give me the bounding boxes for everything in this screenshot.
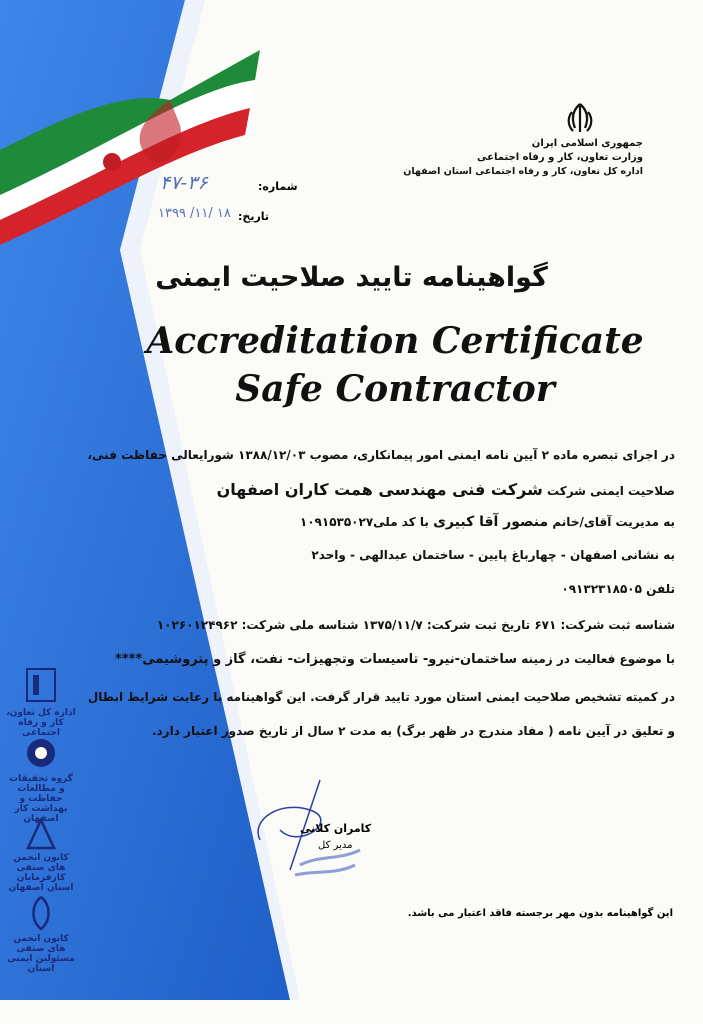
- logo-ministry-text: اداره کل تعاون، کار و رفاه اجتماعی: [6, 708, 76, 738]
- gear-logo-icon: [21, 735, 61, 771]
- activity-line: [115, 652, 675, 667]
- title-persian: گواهینامه تایید صلاحیت ایمنی: [155, 262, 548, 293]
- logo-ministry: [6, 665, 76, 738]
- signatory-title: مدیر کل: [318, 840, 353, 851]
- ministry-logo-icon: [21, 665, 61, 705]
- logo-safety-officers: [6, 895, 76, 974]
- number-label: شماره:: [258, 180, 298, 193]
- logo-research-text: گروه تحقیقات و مطالعات حفاظت و بهداشت کار اصفهان: [9, 774, 73, 824]
- title-english-line2: Safe Contractor: [235, 368, 555, 410]
- header-country: جمهوری اسلامی ایران: [531, 138, 643, 149]
- employers-logo-icon: [26, 818, 56, 850]
- logo-research-group: [6, 735, 76, 824]
- logo-employers-text: کانون انجمن های صنفی کارفرمایان استان اصفهان: [8, 853, 74, 893]
- iran-emblem-icon: [563, 102, 597, 136]
- logo-safety-text: کانون انجمن های صنفی مسئولین ایمنی استان: [7, 934, 75, 974]
- body-line-3: [300, 514, 675, 530]
- validity-line: و تعلیق در آیین نامه ( مفاد مندرج در ظهر برگ) به مدت ۲ سال از تاریخ صدور اعتبار دارد.: [151, 724, 675, 738]
- iran-flag-ribbon: [0, 30, 270, 260]
- approval-line: در کمیته تشخیص صلاحیت ایمنی استان مورد تایید قرار گرفت. این گواهینامه با رعایت شرایط ابطال: [87, 690, 675, 704]
- number-value: ۴۷-۳۶: [160, 172, 208, 194]
- company-name: شرکت فنی مهندسی همت کاران اصفهان: [216, 480, 543, 499]
- phone-line: تلفن ۰۹۱۳۲۳۱۸۵۰۵: [561, 582, 675, 596]
- logo-employers: [6, 818, 76, 893]
- address-line: به نشانی اصفهان - چهارباغ پایین - ساختمان عبدالهی - واحد۲: [311, 548, 675, 562]
- activity-field: ساختمان-نیرو- تاسیسات وتجهیزات- نفت، گاز و پتروشیمی****: [115, 652, 518, 667]
- body-line-2: [217, 480, 675, 499]
- header-office: اداره کل تعاون، کار و رفاه اجتماعی استان اصفهان: [403, 166, 643, 177]
- validity-footer-note: این گواهینامه بدون مهر برجسته فاقد اعتبار می باشد.: [407, 908, 673, 919]
- date-value: ۱۳۹۹ /۱۱/ ۱۸: [158, 206, 231, 221]
- manager-name: منصور آقا کبیری: [433, 514, 549, 530]
- header-ministry: وزارت تعاون، کار و رفاه اجتماعی: [477, 152, 643, 163]
- activity-prefix: با موضوع فعالیت در زمینه: [521, 652, 675, 666]
- body-line-1: در اجرای تبصره ماده ۲ آیین نامه ایمنی امور پیمانکاری، مصوب ۱۳۸۸/۱۲/۰۳ شورایعالی حفاظت فنی،: [87, 448, 675, 462]
- signatory-name: کامران کلانی: [300, 822, 372, 835]
- registration-line: شناسه ثبت شرکت: ۶۷۱ تاریخ ثبت شرکت: ۱۳۷۵/۱۱/۷ شناسه ملی شرکت: ۱۰۲۶۰۱۲۴۹۶۲: [156, 618, 675, 632]
- company-prefix: صلاحیت ایمنی شرکت: [547, 484, 675, 498]
- title-english-line1: Accreditation Certificate: [146, 320, 644, 362]
- safety-logo-icon: [26, 895, 56, 931]
- manager-prefix: به مدیریت آقای/خانم: [552, 515, 675, 529]
- date-label: تاریخ:: [238, 210, 270, 223]
- national-code: با کد ملی۱۰۹۱۵۳۵۰۲۷: [299, 515, 429, 529]
